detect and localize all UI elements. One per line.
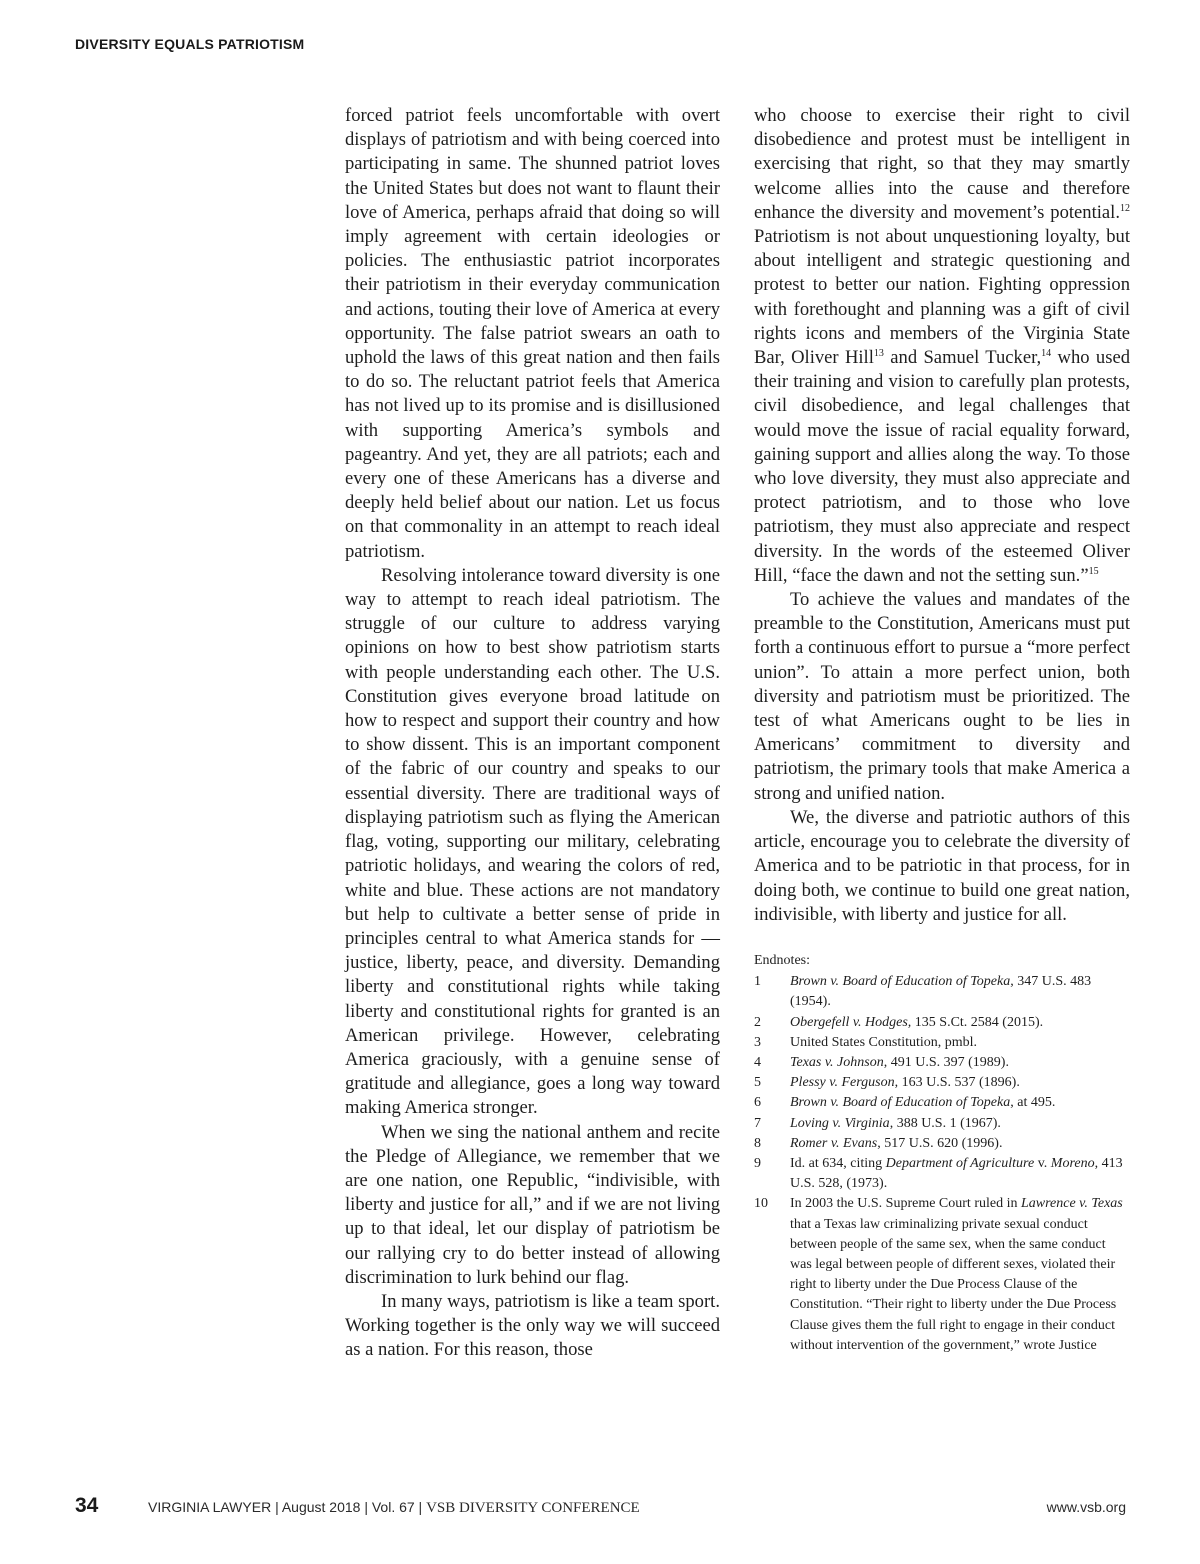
page-footer [0, 1494, 1200, 1518]
case-name: Brown v. Board of Education of Topeka [790, 974, 1011, 990]
case-name: Department of Agriculture [885, 1155, 1035, 1171]
endnote-number: 2 [754, 1014, 761, 1030]
case-name: Texas v. Johnson [790, 1054, 884, 1070]
endnote-item: 8 Romer v. Evans, 517 U.S. 620 (1996). [754, 1134, 1130, 1154]
paragraph: In many ways, patriotism is like a team sport. Working together is the only way we will succeed as a nation. For this reason, those [345, 1290, 720, 1361]
endnote-number: 8 [754, 1135, 761, 1151]
endnote-item: 3 United States Constitution, pmbl. [754, 1033, 1130, 1053]
footnote-ref: 14 [1041, 348, 1052, 360]
endnotes-heading: Endnotes: [754, 952, 810, 968]
case-name: Lawrence v. Texas [1020, 1196, 1123, 1212]
case-name: Plessy v. Ferguson [790, 1075, 895, 1091]
endnote-number: 5 [754, 1075, 761, 1091]
endnote-number: 7 [754, 1115, 761, 1131]
paragraph: forced patriot feels uncomfortable with overt displays of patriotism and with being coerced into participating in same. The shunned patriot loves the United States but does not want to flaunt their love of America, perhaps afraid that doing so will imply agreement with certain ideologies or policies. The enthusiastic patriot incorporates their patriotism in their everyday communication and actions, touting their love of America at every opportunity. The false patriot swears an oath to uphold the laws of this great nation and then fails to do so. The reluctant patriot feels that America has not lived up to its promise and is disillusioned with supporting America’s symbols and pageantry. And yet, they are all patriots; each and every one of these Americans has a diverse and deeply held belief about our nation. Let us focus on that commonality in an attempt to reach ideal patriotism. [345, 105, 720, 562]
endnote-number: 6 [754, 1095, 761, 1111]
endnote-item: 2 Obergefell v. Hodges, 135 S.Ct. 2584 (2015). [754, 1013, 1130, 1033]
endnote-number: 9 [754, 1155, 761, 1171]
page-number: 34 [75, 1494, 99, 1517]
website-link[interactable]: www.vsb.org [1046, 1499, 1126, 1515]
conference-name: VSB DIVERSITY CONFERENCE [426, 1500, 640, 1516]
endnote-item: 1 Brown v. Board of Education of Topeka, 347 U.S. 483 (1954). [754, 972, 1130, 1012]
endnote-item: 4 Texas v. Johnson, 491 U.S. 397 (1989). [754, 1053, 1130, 1073]
endnote-number: 4 [754, 1054, 761, 1070]
paragraph: When we sing the national anthem and recite the Pledge of Allegiance, we remember that we are one nation, one Republic, “indivisible, with liberty and justice for all,” and if we are not living up to that ideal, let our display of patriotism be our rallying cry to do better instead of allowing discrimination to lurk behind our flag. [345, 1121, 720, 1288]
case-name: Moreno [1050, 1155, 1095, 1171]
case-name: Brown v. Board of Education of Topeka [790, 1095, 1011, 1111]
endnote-item: 5 Plessy v. Ferguson, 163 U.S. 537 (1896). [754, 1073, 1130, 1093]
paragraph: We, the diverse and patriotic authors of this article, encourage you to celebrate the diversity of America and to be patriotic in that process, for in doing both, we continue to build one great nation, indivisible, with liberty and justice for all. [754, 806, 1130, 925]
case-name: Loving v. Virginia [790, 1115, 890, 1131]
body-column-right [754, 104, 1130, 1356]
endnote-number: 1 [754, 974, 761, 990]
paragraph: Resolving intolerance toward diversity is one way to attempt to reach ideal patriotism. The struggle of our culture to address varying opinions on how to best show patriotism starts with people understanding each other. The U.S. Constitution gives everyone broad latitude on how to respect and support their country and how to show dissent. This is an important component of the fabric of our country and speaks to our essential diversity. There are traditional ways of displaying patriotism such as flying the American flag, voting, supporting our military, celebrating patriotic holidays, and wearing the colors of red, white and blue. These actions are not mandatory but help to cultivate a better sense of pride in principles central to what America stands for — justice, liberty, peace, and diversity. Demanding liberty and constitutional rights while taking liberty and constitutional rights for granted is an American privilege. However, celebrating America graciously, with a genuine sense of gratitude and allegiance, goes a long way toward making America stronger. [345, 564, 720, 1119]
publication-line: VIRGINIA LAWYER | August 2018 | Vol. 67 | VSB DIVERSITY CONFERENCE [148, 1499, 640, 1516]
endnote-item: 6 Brown v. Board of Education of Topeka, at 495. [754, 1093, 1130, 1113]
paragraph: who choose to exercise their right to civil disobedience and protest must be intelligent in exercising that right, so that they may smartly welcome allies into the cause and therefore enhance the diversity and movement’s potential.$^{12}$ Patriotism is not about unquestioning loyalty, but about intelligent and strategic questioning and protest to better our nation. Fighting oppression with forethought and planning was a gift of civil rights icons and members of the Virginia State Bar, Oliver Hill$^{13}$ and Samuel Tucker,$^{14}$ who used their training and vision to carefully plan protests, civil disobedience, and legal challenges that would move the issue of racial equality forward, gaining support and allies along the way. To those who love diversity, they must also appreciate and protect patriotism, and to those who love patriotism, they must also appreciate and respect diversity. In the words of the esteemed Oliver Hill, “face the dawn and not the setting sun.”$^{15}$ [754, 105, 1130, 586]
case-name: Romer v. Evans [790, 1135, 878, 1151]
footnote-ref: 15 [1088, 565, 1099, 577]
endnote-number: 10 [754, 1196, 768, 1212]
endnote-item: 9 Id. at 634, citing Department of Agriculture v. Moreno, 413 U.S. 528, (1973). [754, 1154, 1130, 1194]
footnote-ref: 13 [873, 348, 884, 360]
case-name: Obergefell v. Hodges, [790, 1014, 912, 1030]
body-column-left [345, 104, 720, 1363]
endnote-item: 7 Loving v. Virginia, 388 U.S. 1 (1967). [754, 1114, 1130, 1134]
endnotes [754, 951, 1130, 1356]
running-header: DIVERSITY EQUALS PATRIOTISM [75, 36, 305, 52]
footnote-ref: 12 [1120, 202, 1130, 214]
endnote-item: 10 In 2003 the U.S. Supreme Court ruled in Lawrence v. Texas that a Texas law criminalizing private sexual conduct between people of the same sex, when the same conduct was legal between people of different sexes, violated their right to liberty under the Due Process Clause of the Constitution. “Their right to liberty under the Due Process Clause gives them the full right to engage in their conduct without intervention of the government,” wrote Justice [754, 1194, 1130, 1356]
endnote-number: 3 [754, 1034, 761, 1050]
paragraph: To achieve the values and mandates of the preamble to the Constitution, Americans must put forth a continuous effort to pursue a “more perfect union”. To attain a more perfect union, both diversity and patriotism must be prioritized. The test of what Americans ought to be lies in Americans’ commitment to diversity and patriotism, the primary tools that make America a strong and unified nation. [754, 589, 1130, 804]
